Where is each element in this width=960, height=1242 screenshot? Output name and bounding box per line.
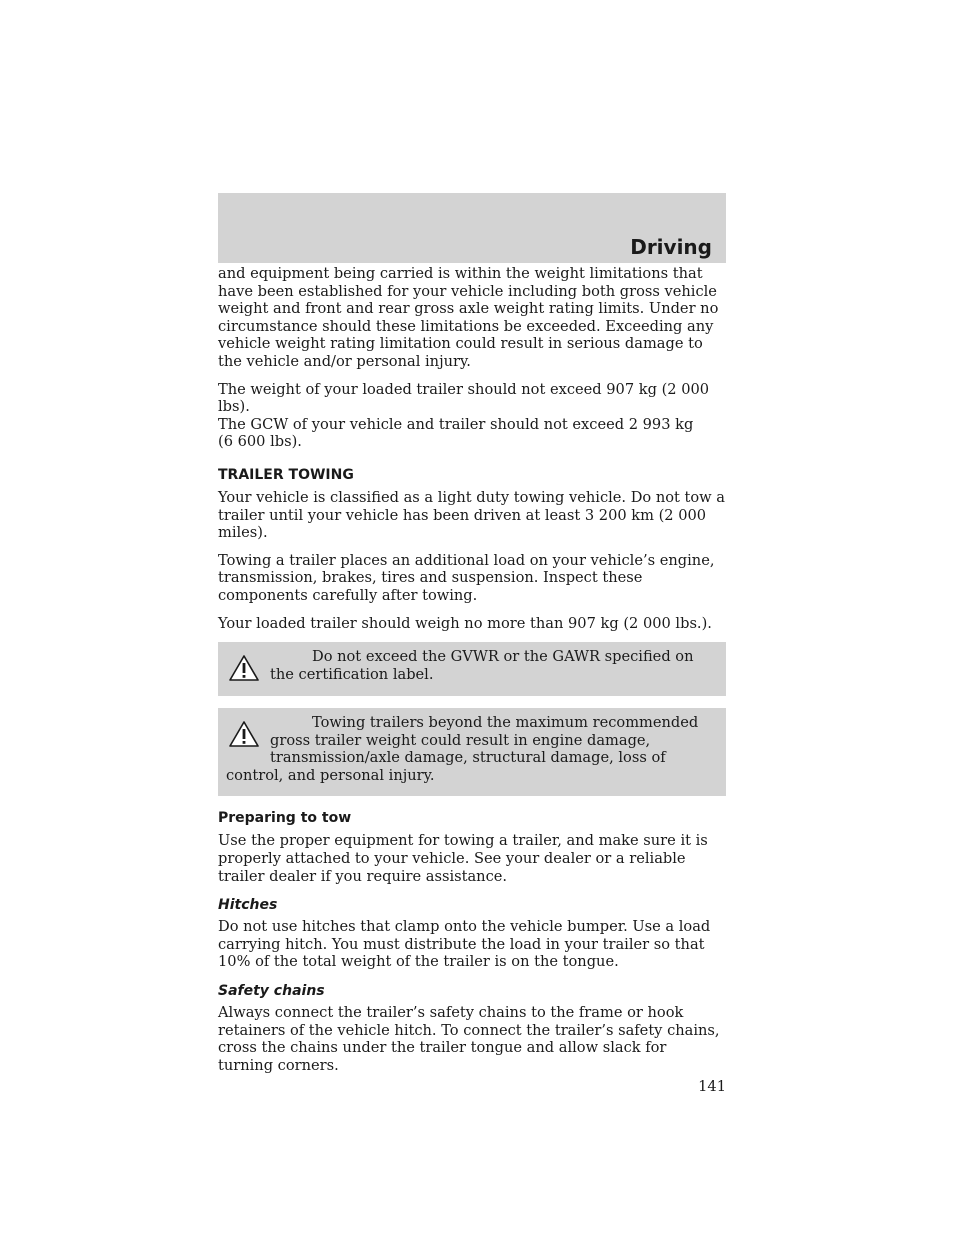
- paragraph-proper-equipment: Use the proper equipment for towing a trailer, and make sure it is properly attached to your vehicle. See your dealer or a reliable trailer dealer if you require assistance.: [218, 832, 708, 885]
- paragraph-trailer-weight: [218, 381, 726, 451]
- trailer-weight-line: The weight of your loaded trailer should not exceed 907 kg (2 000 lbs).: [218, 380, 710, 416]
- heading-preparing-to-tow: Preparing to tow: [218, 810, 352, 827]
- paragraph-safety-chains: Always connect the trailer’s safety chains to the frame or hook retainers of the vehicle hitch. To connect the trailer’s safety chains, cross the chains under the trailer tongue and allow slack for turning corners.: [218, 1004, 720, 1074]
- warning-box-gross-trailer-weight: [218, 708, 726, 796]
- page-number: 141: [698, 1078, 726, 1095]
- paragraph-light-duty: Your vehicle is classified as a light duty towing vehicle. Do not tow a trailer until your vehicle has been driven at least 3 200 km (2 000 miles).: [218, 488, 725, 542]
- warning-text-gvwr: Do not exceed the GVWR or the GAWR specified on the certification label.: [270, 648, 694, 683]
- page-content: [218, 265, 726, 1084]
- paragraph-additional-load: Towing a trailer places an additional load on your vehicle’s engine, transmission, brakes, tires and suspension. Inspect these components carefully after towing.: [218, 551, 715, 604]
- gcw-lbs-line: (6 600 lbs).: [218, 433, 302, 451]
- paragraph-max-trailer-weight: Your loaded trailer should weigh no more than 907 kg (2 000 lbs.).: [218, 614, 712, 632]
- warning-triangle-icon: [228, 720, 260, 748]
- paragraph-weight-limitations: and equipment being carried is within the weight limitations that have been established for your vehicle including both gross vehicle weight and front and rear gross axle weight rating limits. Under no circumstance should these limitations be exceeded. Exceeding any vehicle weight rating limitation could result in serious damage to the vehicle and/or personal injury.: [218, 265, 719, 370]
- warning-triangle-icon: [228, 654, 260, 682]
- warning-text-gross-trailer-weight: Towing trailers beyond the maximum recommended gross trailer weight could result in engine damage, transmission/axle damage, structural damage, loss of control, and personal injury.: [226, 714, 699, 784]
- heading-safety-chains: Safety chains: [218, 983, 325, 1000]
- heading-trailer-towing: TRAILER TOWING: [218, 466, 354, 483]
- section-header-band: [218, 193, 726, 263]
- section-title: Driving: [630, 235, 712, 259]
- paragraph-hitches: Do not use hitches that clamp onto the vehicle bumper. Use a load carrying hitch. You must distribute the load in your trailer so that 10% of the total weight of the trailer is on the tongue.: [218, 918, 711, 971]
- heading-hitches: Hitches: [218, 897, 278, 914]
- gcw-line: The GCW of your vehicle and trailer should not exceed 2 993 kg: [218, 415, 694, 433]
- warning-box-gvwr: [218, 642, 726, 696]
